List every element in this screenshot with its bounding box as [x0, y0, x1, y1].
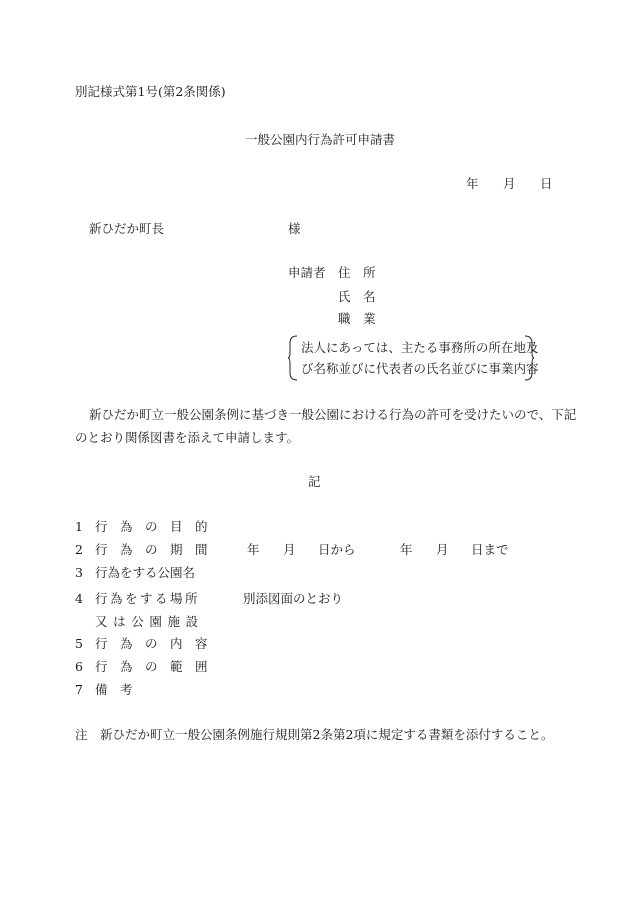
period-from-month: 月 [283, 542, 296, 557]
item-4-number: 4 [75, 591, 83, 606]
item-4-value: 別添図面のとおり [243, 591, 344, 606]
footnote: 注 新ひだか町立一般公園条例施行規則第2条第2項に規定する書類を添付すること。 [75, 727, 554, 742]
item-4-label: 行為をする場所 [95, 591, 201, 606]
item-4-label-line2: 又は公園施設 [95, 614, 204, 629]
corporate-note-line1: 法人にあっては、主たる事務所の所在地及 [301, 340, 539, 355]
item-5-label: 行 為 の 内 容 [95, 636, 208, 651]
item-1-number: 1 [75, 519, 83, 534]
occupation-label: 職 業 [338, 311, 376, 326]
period-to-year: 年 [400, 542, 413, 557]
applicant-label: 申請者 [288, 265, 326, 280]
period-from-year: 年 [247, 542, 260, 557]
item-6-number: 6 [75, 659, 83, 674]
form-reference: 別記様式第1号(第2条関係) [75, 84, 226, 99]
period-from-day: 日から [318, 542, 356, 557]
date-day-label: 日 [540, 176, 553, 191]
body-line2: のとおり関係図書を添えて申請します。 [75, 430, 300, 445]
item-3-label: 行為をする公園名 [95, 565, 196, 580]
body-line1: 新ひだか町立一般公園条例に基づき一般公園における行為の許可を受けたいので、下記 [89, 407, 577, 422]
period-to-day: 日まで [471, 542, 509, 557]
addressee-name: 新ひだか町長 [89, 221, 165, 236]
item-6-label: 行 為 の 範 囲 [95, 659, 208, 674]
date-year-label: 年 [466, 176, 479, 191]
date-month-label: 月 [503, 176, 516, 191]
item-7-number: 7 [75, 682, 83, 697]
name-label: 氏 名 [338, 289, 376, 304]
corporate-note-line2: び名称並びに代表者の氏名並びに事業内容 [301, 361, 539, 376]
item-2-label: 行 為 の 期 間 [95, 542, 208, 557]
item-7-label: 備 考 [95, 682, 133, 697]
item-1-label: 行 為 の 目 的 [95, 519, 208, 534]
period-to-month: 月 [436, 542, 449, 557]
item-5-number: 5 [75, 636, 83, 651]
item-3-number: 3 [75, 565, 83, 580]
corporate-note [288, 335, 539, 381]
address-label: 住 所 [338, 265, 376, 280]
ki-heading: 記 [308, 474, 321, 489]
document-title: 一般公園内行為許可申請書 [245, 132, 396, 147]
addressee-honorific: 様 [288, 221, 301, 236]
item-2-number: 2 [75, 542, 83, 557]
